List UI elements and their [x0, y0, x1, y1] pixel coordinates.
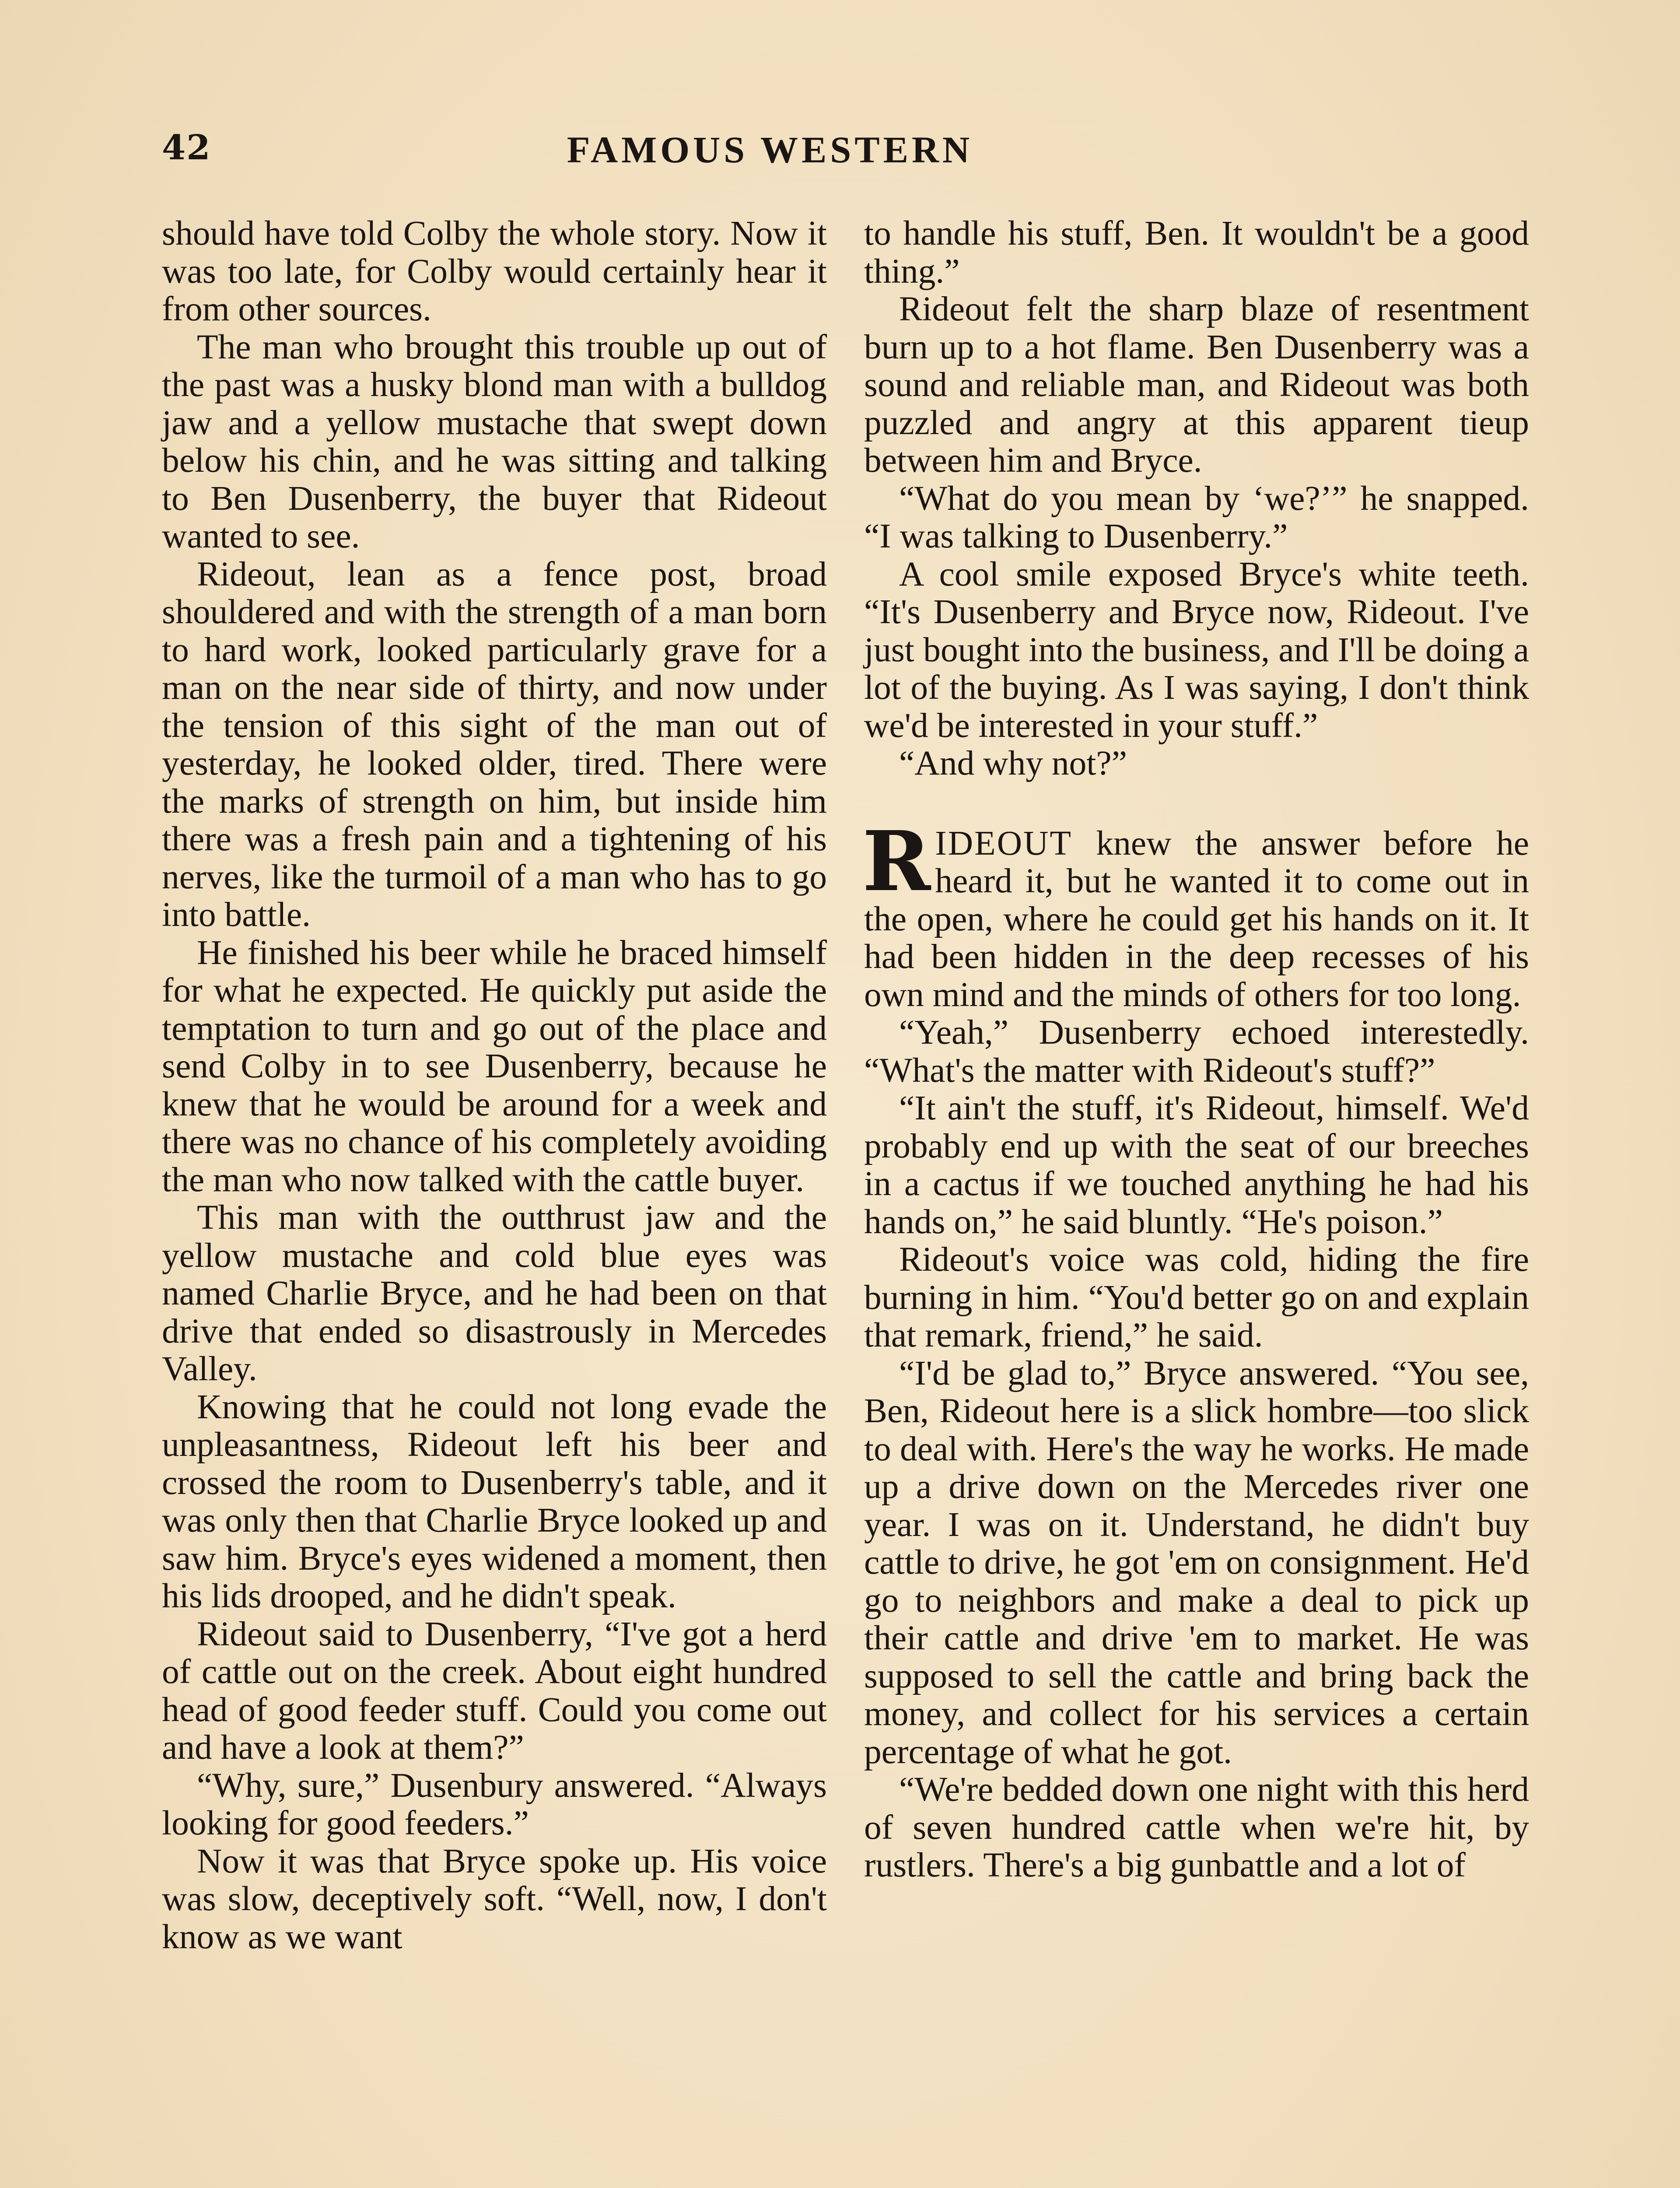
right-column: [864, 214, 1529, 1884]
left-column: [162, 214, 827, 1956]
paragraph: Rideout said to Dusenberry, “I've got a herd of cattle out on the creek. About eight hundred head of good feeder stuff. Could you come out and have a look at them?”: [162, 1614, 827, 1767]
paragraph: This man with the outthrust jaw and the yellow mustache and cold blue eyes was named Charlie Bryce, and he had been on that drive that ended so disastrously in Mercedes Valley.: [162, 1198, 827, 1388]
paragraph-text: knew the answer before he heard it, but he wanted it to come out in the open, where he could get his hands on it. It had been hidden in the deep recesses of his own mind and the minds of others for too long.: [864, 824, 1529, 1014]
paragraph: Knowing that he could not long evade the unpleasantness, Rideout left his beer and crossed the room to Dusenberry's table, and it was only then that Charlie Bryce looked up and saw him. Bryce's eyes widened a moment, then his lids drooped, and he didn't speak.: [162, 1387, 827, 1615]
paragraph: “It ain't the stuff, it's Rideout, himself. We'd probably end up with the seat of our breeches in a cactus if we touched anything he had his hands on,” he said bluntly. “He's poison.”: [864, 1089, 1529, 1241]
paragraph: The man who brought this trouble up out of the past was a husky blond man with a bulldog jaw and a yellow mustache that swept down below his chin, and he was sitting and talking to Ben Dusenberry, the buyer that Rideout wanted to see.: [162, 327, 827, 555]
paragraph: “I'd be glad to,” Bryce answered. “You see, Ben, Rideout here is a slick hombre—too slick to deal with. Here's the way he works. He made up a drive down on the Mercedes river one year. I was on it. Understand, he didn't buy cattle to drive, he got 'em on consignment. He'd go to neighbors and make a deal to pick up their cattle and drive 'em to market. He was supposed to sell the cattle and bring back the money, and collect for his services a certain percentage of what he got.: [864, 1353, 1529, 1771]
paragraph: should have told Colby the whole story. Now it was too late, for Colby would certainly hear it from other sources.: [162, 214, 827, 328]
magazine-title: FAMOUS WESTERN: [567, 129, 973, 171]
paragraph: Now it was that Bryce spoke up. His voice was slow, deceptively soft. “Well, now, I don't know as we want: [162, 1841, 827, 1956]
paragraph: “We're bedded down one night with this herd of seven hundred cattle when we're hit, by rustlers. There's a big gunbattle and a lot of: [864, 1770, 1529, 1884]
drop-cap-letter: R: [862, 813, 931, 910]
paragraph: Rideout felt the sharp blaze of resentment burn up to a hot flame. Ben Dusenberry was a sound and reliable man, and Rideout was both puzzled and angry at this apparent tieup between him and Bryce.: [864, 290, 1529, 480]
page-number: 42: [162, 128, 211, 168]
drop-cap-paragraph: [862, 813, 1529, 1014]
paragraph: “What do you mean by ‘we?’” he snapped. “I was talking to Dusenberry.”: [864, 479, 1529, 555]
paragraph: to handle his stuff, Ben. It wouldn't be a good thing.”: [864, 214, 1529, 291]
paragraph: Rideout's voice was cold, hiding the fire burning in him. “You'd better go on and explain that remark, friend,” he said.: [864, 1240, 1529, 1354]
paragraph: “And why not?”: [899, 744, 1127, 782]
page-header: [162, 128, 1518, 176]
paragraph: “Yeah,” Dusenberry echoed interestedly. “What's the matter with Rideout's stuff?”: [864, 1013, 1529, 1090]
paragraph: He finished his beer while he braced himself for what he expected. He quickly put aside the temptation to turn and go out of the place and send Colby in to see Dusenberry, because he knew that he would be around for a week and there was no chance of his completely avoiding the man who now talked with the cattle buyer.: [162, 933, 827, 1199]
lead-in-text: IDEOUT: [935, 824, 1073, 863]
paragraph: A cool smile exposed Bryce's white teeth. “It's Dusenberry and Bryce now, Rideout. I've just bought into the business, and I'll be doing a lot of the buying. As I was saying, I don't think we'd be interested in your stuff.”: [864, 554, 1529, 745]
paragraph: Rideout, lean as a fence post, broad shouldered and with the strength of a man born to hard work, looked particularly grave for a man on the near side of thirty, and now under the tension of this sight of the man out of yesterday, he looked older, tired. There were the marks of strength on him, but inside him there was a fresh pain and a tightening of his nerves, like the turmoil of a man who has to go into battle.: [162, 554, 827, 934]
paragraph: “Why, sure,” Dusenbury answered. “Always looking for good feeders.”: [162, 1766, 827, 1842]
